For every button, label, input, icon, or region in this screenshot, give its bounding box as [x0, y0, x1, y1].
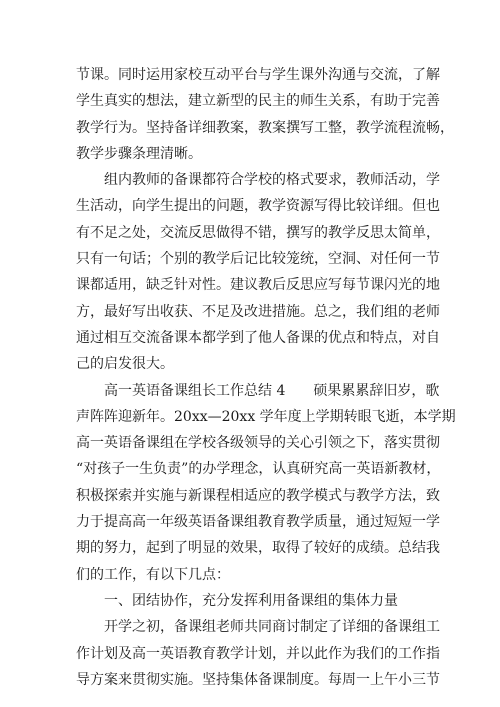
paragraph-line: 声阵阵迎新年。20xx—20xx 学年度上学期转眼飞逝，本学期 — [76, 408, 456, 425]
paragraph-line: 教学步骤条理清晰。 — [76, 145, 202, 162]
paragraph-line: 节课。同时运用家校互动平台与学生课外沟通与交流，了解 — [76, 67, 440, 83]
paragraph-line: 有不足之处，交流反思做得不错，撰写的教学反思太简单， — [76, 224, 440, 241]
document-body — [76, 62, 456, 693]
paragraph-line: 只有一句话；个别的教学后记比较笼统，空洞、对任何一节 — [76, 251, 440, 268]
paragraph-line: 期的努力，起到了明显的效果，取得了较好的成绩。总结我 — [76, 540, 440, 557]
paragraph-line: 们的工作，有以下几点： — [76, 566, 230, 583]
paragraph-line: 导方案来贯彻实施。坚持集体备课制度。每周一上午小三节 — [76, 671, 440, 688]
paragraph-line: 通过相互交流备课本都学到了他人备课的优点和特点，对自 — [76, 329, 440, 346]
paragraph-line: 一、团结协作，充分发挥利用备课组的集体力量 — [76, 592, 398, 609]
paragraph-line: 力于提高高一年级英语备课组教育教学质量，通过短短一学 — [76, 514, 440, 531]
paragraph-line: 高一英语备课组长工作总结 4 硕果累累辞旧岁，歌 — [76, 382, 440, 399]
paragraph-line: 组内教师的备课都符合学校的格式要求，教师活动，学 — [76, 172, 440, 189]
paragraph-line: “对孩子一生负责”的办学理念，认真研究高一英语新教材， — [76, 461, 441, 478]
paragraph-line: 课都适用，缺乏针对性。建议教后反思应写每节课闪光的地 — [76, 277, 440, 294]
paragraph-line: 学生真实的想法，建立新型的民主的师生关系，有助于完善 — [76, 93, 440, 110]
paragraph-line: 己的启发很大。 — [76, 356, 174, 373]
paragraph-line: 方，最好写出收获、不足及改进措施。总之，我们组的老师 — [76, 303, 440, 320]
paragraph-line: 积极探索并实施与新课程相适应的教学模式与教学方法，致 — [76, 487, 440, 504]
paragraph-line: 作计划及高一英语教育教学计划，并以此作为我们的工作指 — [76, 645, 440, 662]
paragraph-line: 生活动，向学生提出的问题，教学资源写得比较详细。但也 — [76, 198, 440, 215]
paragraph-line: 高一英语备课组在学校各级领导的关心引领之下，落实贯彻 — [76, 435, 440, 452]
paragraph-line: 教学行为。坚持备详细教案，教案撰写工整，教学流程流畅， — [76, 119, 454, 136]
paragraph-line: 开学之初，备课组老师共同商讨制定了详细的备课组工 — [76, 619, 440, 636]
